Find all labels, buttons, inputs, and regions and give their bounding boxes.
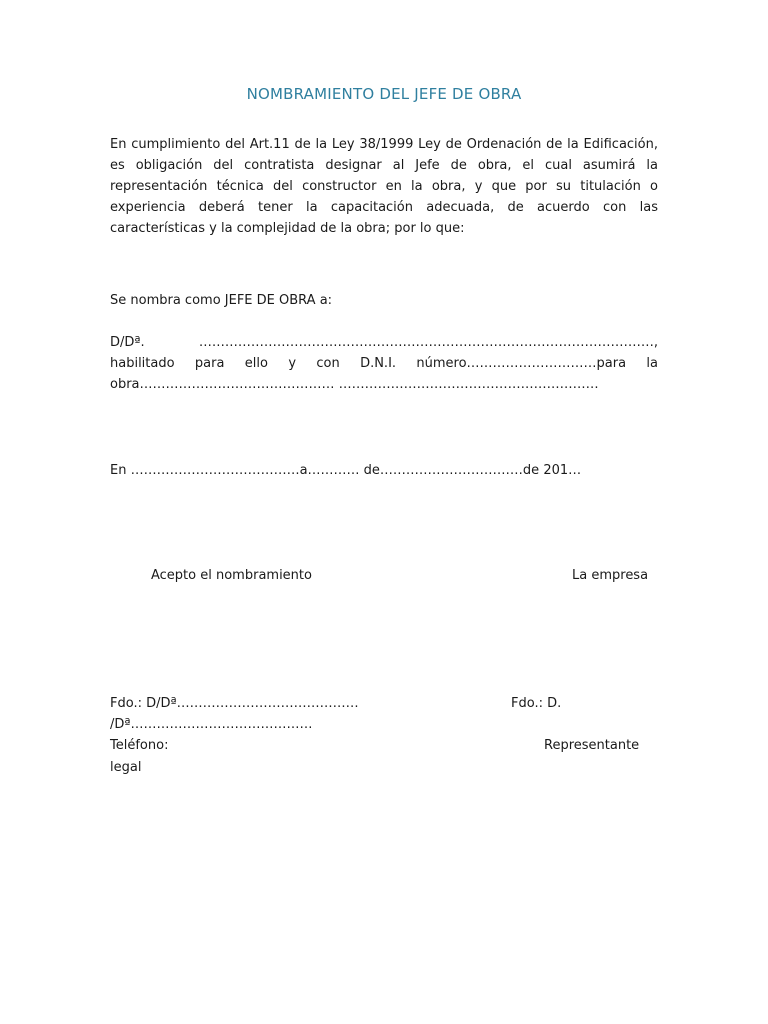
signature-right-role: Representante bbox=[544, 738, 640, 753]
signature-left-name-cont: /Dª…………………………………… bbox=[110, 717, 313, 732]
document-title: NOMBRAMIENTO DEL JEFE DE OBRA bbox=[246, 85, 522, 103]
signature-left-name: Fdo.: D/Dª…………………………………… bbox=[110, 696, 359, 711]
designation-paragraph: D/Dª. ……………………………………………………………………………………………, habilitado para ello y con D.N.I. número…………………………para la obra……………………………………… …………………………………………………… bbox=[110, 335, 658, 392]
date-line: En …………………………………a………… de……………………………de 201… bbox=[110, 463, 582, 478]
signature-left-legal: legal bbox=[110, 760, 142, 775]
company-label: La empresa bbox=[572, 568, 649, 583]
appointment-line: Se nombra como JEFE DE OBRA a: bbox=[110, 293, 333, 308]
intro-paragraph: En cumplimiento del Art.11 de la Ley 38/1999 Ley de Ordenación de la Edificación, es obligación del contratista designar al Jefe de obra, el cual asumirá la representación técnica del constructor en la obra, y que por su titulación o experiencia deberá tener la capacitación adecuada, de acuerdo con las características y la complejidad de la obra; por lo que: bbox=[110, 137, 658, 236]
accept-label: Acepto el nombramiento bbox=[151, 568, 312, 583]
signature-right-name: Fdo.: D. bbox=[511, 696, 562, 711]
signature-left-phone: Teléfono: bbox=[110, 738, 169, 753]
